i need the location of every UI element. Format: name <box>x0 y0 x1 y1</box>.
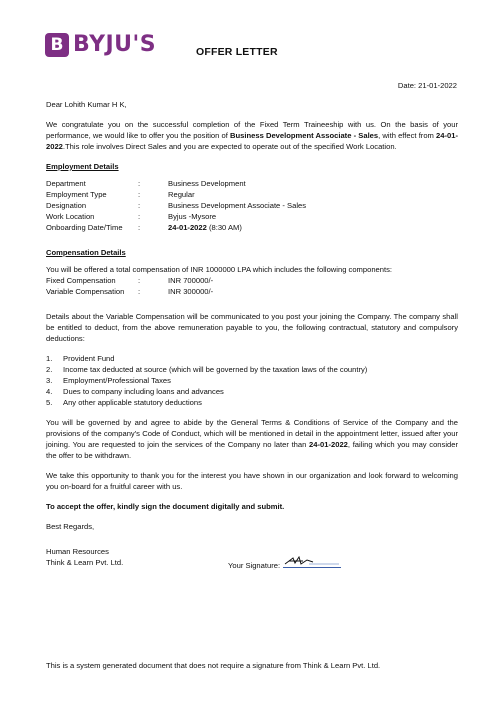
accept-instruction: To accept the offer, kindly sign the document digitally and submit. <box>46 502 285 511</box>
list-number: 1. <box>46 354 53 363</box>
employment-sep: : <box>138 179 141 188</box>
employment-sep: : <box>138 223 141 232</box>
employment-label: Onboarding Date/Time <box>46 223 123 232</box>
your-signature-label: Your Signature: <box>228 561 281 570</box>
letter-date: Date: 21-01-2022 <box>397 81 457 90</box>
variable-compensation-paragraph: Details about the Variable Compensation will be communicated to you post your joining the Company. The company shall be entitled to deduct, from the above remuneration payable to you, the following contractual, statutory and compulsory deductions: <box>46 312 458 343</box>
handwritten-signature-icon <box>283 555 341 567</box>
document-title: OFFER LETTER <box>196 46 278 58</box>
employment-sep: : <box>138 212 141 221</box>
list-number: 4. <box>46 387 53 396</box>
system-generated-note: This is a system generated document that does not require a signature from Think & Learn Pvt. Ltd. <box>46 661 381 670</box>
list-item <box>46 375 458 386</box>
intro-text-b: , with effect from <box>378 131 437 140</box>
employment-value: Business Development <box>168 179 246 188</box>
list-text: Employment/Professional Taxes <box>63 376 171 385</box>
employment-value: Regular <box>168 190 195 199</box>
signature-block <box>46 546 458 572</box>
onboarding-time: (8:30 AM) <box>206 223 242 232</box>
list-number: 3. <box>46 376 53 385</box>
employment-label: Employment Type <box>46 190 107 199</box>
compensation-value: INR 700000/- <box>168 276 214 285</box>
logo-mark-icon: B <box>45 33 69 57</box>
employment-label: Department <box>46 179 86 188</box>
compensation-label: Variable Compensation <box>46 287 125 296</box>
employment-details-table <box>46 178 458 233</box>
terms-text-a: You will be governed by and agree to abide by the General Terms & Conditions of Service of the Company and the provisions of the company's Code of Conduct, which will be mentioned in detail in the appointment letter, issued after your joining. You are requested to join the services of the Company no later than <box>46 418 458 449</box>
onboarding-date: 24-01-2022 <box>168 223 207 232</box>
terms-join-date: 24-01-2022 <box>309 440 348 449</box>
list-text: Provident Fund <box>63 354 115 363</box>
employment-label: Work Location <box>46 212 95 221</box>
list-number: 5. <box>46 398 53 407</box>
compensation-value: INR 300000/- <box>168 287 214 296</box>
list-item <box>46 364 458 375</box>
your-signature-area[interactable] <box>228 560 341 571</box>
intro-text-c: .This role involves Direct Sales and you are expected to operate out of the specified Work Location. <box>62 142 397 151</box>
regards: Best Regards, <box>46 522 95 531</box>
list-item <box>46 386 458 397</box>
employment-sep: : <box>138 201 141 210</box>
intro-text-a: We congratulate you on the successful completion of the Fixed Term Traineeship with us. On the basis of your performance, we would like to offer you the position of <box>46 120 458 140</box>
list-item <box>46 353 458 364</box>
employment-value: Byjus -Mysore <box>168 212 217 221</box>
list-text: Dues to company including loans and advances <box>63 387 224 396</box>
list-item <box>46 397 458 408</box>
compensation-details-heading: Compensation Details <box>46 248 126 257</box>
signatory-line2: Think & Learn Pvt. Ltd. <box>46 558 124 567</box>
employment-details-heading: Employment Details <box>46 162 119 171</box>
list-number: 2. <box>46 365 53 374</box>
logo-text: BYJU'S <box>73 32 157 57</box>
compensation-label: Fixed Compensation <box>46 276 116 285</box>
signature-field[interactable] <box>283 563 341 568</box>
intro-effective-date: 24-01-2022 <box>46 131 458 151</box>
letter-body <box>46 99 458 572</box>
intro-paragraph <box>46 119 458 152</box>
employment-sep: : <box>138 190 141 199</box>
thanks-paragraph: We take this opportunity to thank you for the interest you have shown in our organization and look forward to welcoming you on-board for a fruitful career with us. <box>46 471 458 491</box>
compensation-intro: You will be offered a total compensation of INR 1000000 LPA which includes the following components: <box>46 265 393 274</box>
terms-text-b: , failing which you may consider the offer to be withdrawn. <box>46 440 458 460</box>
byjus-logo <box>45 29 156 61</box>
list-text: Income tax deducted at source (which will be governed by the taxation laws of the country) <box>63 365 368 374</box>
compensation-sep: : <box>138 287 141 296</box>
greeting: Dear Lohith Kumar H K, <box>46 100 127 109</box>
list-text: Any other applicable statutory deductions <box>63 398 202 407</box>
deductions-list <box>46 353 458 408</box>
employment-label: Designation <box>46 201 87 210</box>
terms-paragraph <box>46 417 458 461</box>
compensation-sep: : <box>138 276 141 285</box>
employment-value: Business Development Associate - Sales <box>168 201 307 210</box>
signatory-line1: Human Resources <box>46 547 109 556</box>
compensation-table <box>46 275 458 297</box>
intro-position: Business Development Associate - Sales <box>230 131 379 140</box>
employment-value <box>168 222 458 233</box>
